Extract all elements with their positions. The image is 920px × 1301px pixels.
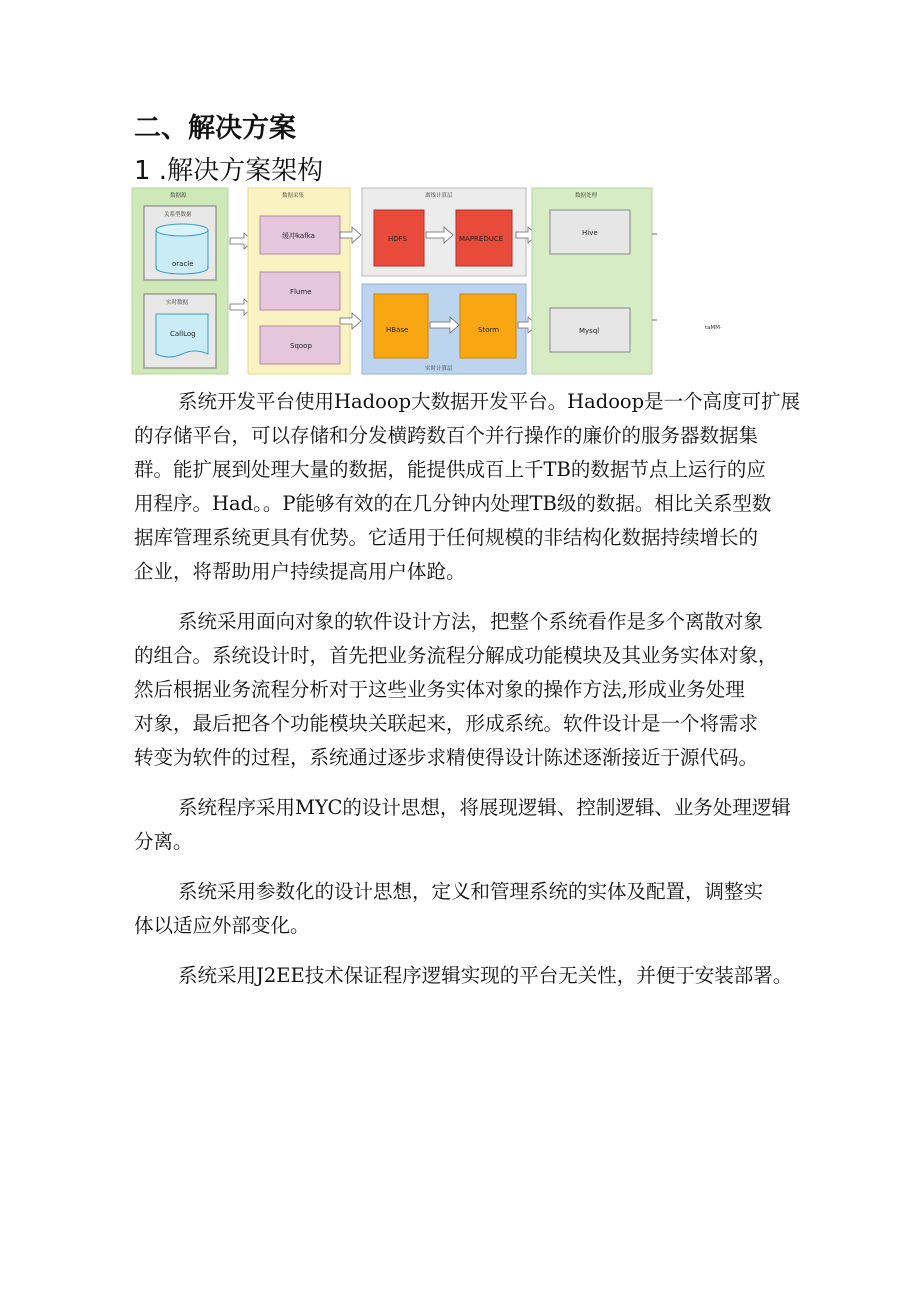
paragraph-line: 系统采用J2EE技术保证程序逻辑实现的平台无关性，并便于安装部署。	[178, 964, 793, 987]
group-data-source-label: 数据源	[170, 193, 187, 199]
group-collect-label: 数据采集	[282, 193, 305, 199]
hdfs-label: HDFS	[388, 235, 408, 243]
paragraph-5	[134, 959, 794, 993]
paragraph-line: 系统程序采用MYC的设计思想，将展现逻辑、控制逻辑、业务处理逻辑	[178, 796, 791, 819]
group-realtime-compute	[362, 284, 526, 374]
mysql-label: Mysql	[579, 327, 600, 335]
architecture-diagram	[130, 186, 730, 376]
paragraph-line: 然后根据业务流程分析对于这些业务实体对象的操作方法,形成业务处理	[134, 678, 745, 701]
paragraph-line: 企业，将帮助用户持续提高用户体跄。	[134, 560, 466, 583]
paragraph-line: 的组合。系统设计时，首先把业务流程分解成功能模块及其业务实体对象，	[134, 644, 778, 667]
group-realtime-label: 实时计算层	[425, 366, 453, 372]
side-note: taMM·	[705, 325, 722, 331]
paragraph-4	[134, 875, 794, 943]
paragraph-line: 系统采用面向对象的软件设计方法，把整个系统看作是多个离散对象	[178, 610, 764, 633]
group-offline-compute	[362, 188, 526, 276]
storm-label: Storm	[478, 326, 500, 334]
section-heading: 二、解决方案	[134, 113, 296, 144]
paragraph-line: 系统采用参数化的设计思想，定义和管理系统的实体及配置，调整实	[178, 880, 764, 903]
paragraph-line: 据库管理系统更具有优势。它适用于任何规模的非结构化数据持续增长的	[134, 526, 759, 549]
calllog-node	[156, 314, 208, 357]
paragraph-line: 用程序。Had。。P能够有效的在几分钟内处理TB级的数据。相比关系型数	[134, 492, 772, 515]
hive-label: Hive	[582, 229, 598, 237]
paragraph-line: 群。能扩展到处理大量的数据，能提供成百上千TB的数据节点上运行的应	[134, 458, 766, 481]
oracle-node	[156, 224, 208, 274]
group-service-label: 数据处理	[575, 193, 598, 199]
paragraph-line: 转变为软件的过程，系统通过逐步求精使得设计陈述逐渐接近于源代码。	[134, 746, 759, 769]
body-text	[134, 385, 801, 1009]
group-offline-label: 离线计算层	[425, 193, 453, 199]
paragraph-line: 系统开发平台使用Hadoop大数据开发平台。Hadoop是一个高度可扩展	[178, 390, 801, 413]
sqoop-label: Sqoop	[290, 342, 312, 350]
right-edge-stubs	[652, 234, 657, 320]
relational-data-label: 关系型数据	[164, 212, 192, 218]
paragraph-line: 对象，最后把各个功能模块关联起来，形成系统。软件设计是一个将需求	[134, 712, 759, 735]
group-data-collect	[248, 188, 350, 374]
subsection-heading: 1 .解决方案架构	[134, 156, 324, 186]
hbase-label: HBase	[386, 326, 409, 334]
paragraph-line: 的存储平台，可以存储和分发横跨数百个并行操作的廉价的服务器数据集	[134, 424, 759, 447]
kafka-label: 缓冲kafka	[282, 232, 315, 240]
flume-label: Flume	[290, 288, 312, 296]
calllog-label: CallLog	[170, 330, 196, 338]
paragraph-1	[134, 385, 801, 589]
paragraph-line: 分离。	[134, 830, 193, 853]
paragraph-3	[134, 791, 794, 859]
paragraph-line: 体以适应外部变化。	[134, 914, 310, 937]
realtime-data-label: 实时数据	[166, 300, 189, 306]
mapreduce-label: MAPREDUCE	[459, 235, 504, 243]
oracle-label: oracle	[172, 260, 194, 268]
paragraph-2	[134, 605, 794, 775]
group-data-service	[532, 188, 652, 374]
